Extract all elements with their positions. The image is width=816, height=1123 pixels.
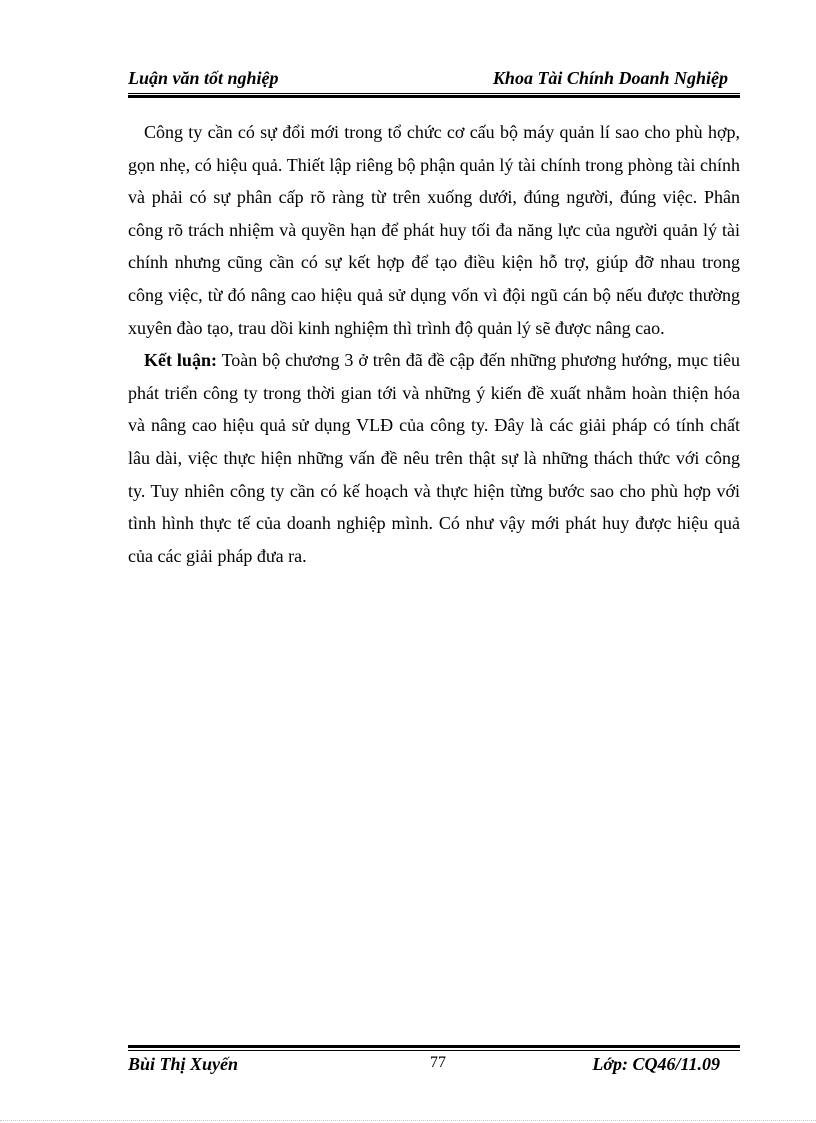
page-body [128,116,740,572]
header-thesis-title: Luận văn tốt nghiệp [128,68,279,88]
header-rule-thick [128,95,740,98]
footer-class: Lớp: CQ46/11.09 [592,1054,720,1074]
footer-rule-thick [128,1045,740,1048]
page-header [128,68,740,92]
page-bottom-edge [0,1120,816,1121]
page-number: 77 [430,1054,446,1071]
body-paragraph-2 [128,344,740,572]
header-faculty-name: Khoa Tài Chính Doanh Nghiệp [492,68,728,88]
conclusion-label: Kết luận: [144,350,217,371]
conclusion-text: Toàn bộ chương 3 ở trên đã đề cập đến những phương hướng, mục tiêu phát triển công ty trong thời gian tới và những ý kiến đề xuất nhằm hoàn thiện hóa và nâng cao hiệu quả sử dụng VLĐ của công ty. Đây là các giải pháp có tính chất lâu dài, việc thực hiện những vấn đề nêu trên thật sự là những thách thức với công ty. Tuy nhiên công ty cần có kế hoạch và thực hiện từng bước sao cho phù hợp với tình hình thực tế của doanh nghiệp mình. Có như vậy mới phát huy được hiệu quả của các giải pháp đưa ra. [128,350,740,566]
footer-rule-thin [128,1050,740,1051]
header-rule-thin [128,93,740,94]
page-footer [128,1054,740,1078]
body-paragraph-1: Công ty cần có sự đổi mới trong tổ chức cơ cấu bộ máy quản lí sao cho phù hợp, gọn nhẹ, có hiệu quả. Thiết lập riêng bộ phận quản lý tài chính trong phòng tài chính và phải có sự phân cấp rõ ràng từ trên xuống dưới, đúng người, đúng việc. Phân công rõ trách nhiệm và quyền hạn để phát huy tối đa năng lực của người quản lý tài chính nhưng cũng cần có sự kết hợp để tạo điều kiện hỗ trợ, giúp đỡ nhau trong công việc, từ đó nâng cao hiệu quả sử dụng vốn vì đội ngũ cán bộ nếu được thường xuyên đào tạo, trau dồi kinh nghiệm thì trình độ quản lý sẽ được nâng cao. [128,122,740,338]
footer-author: Bùi Thị Xuyến [128,1054,239,1074]
